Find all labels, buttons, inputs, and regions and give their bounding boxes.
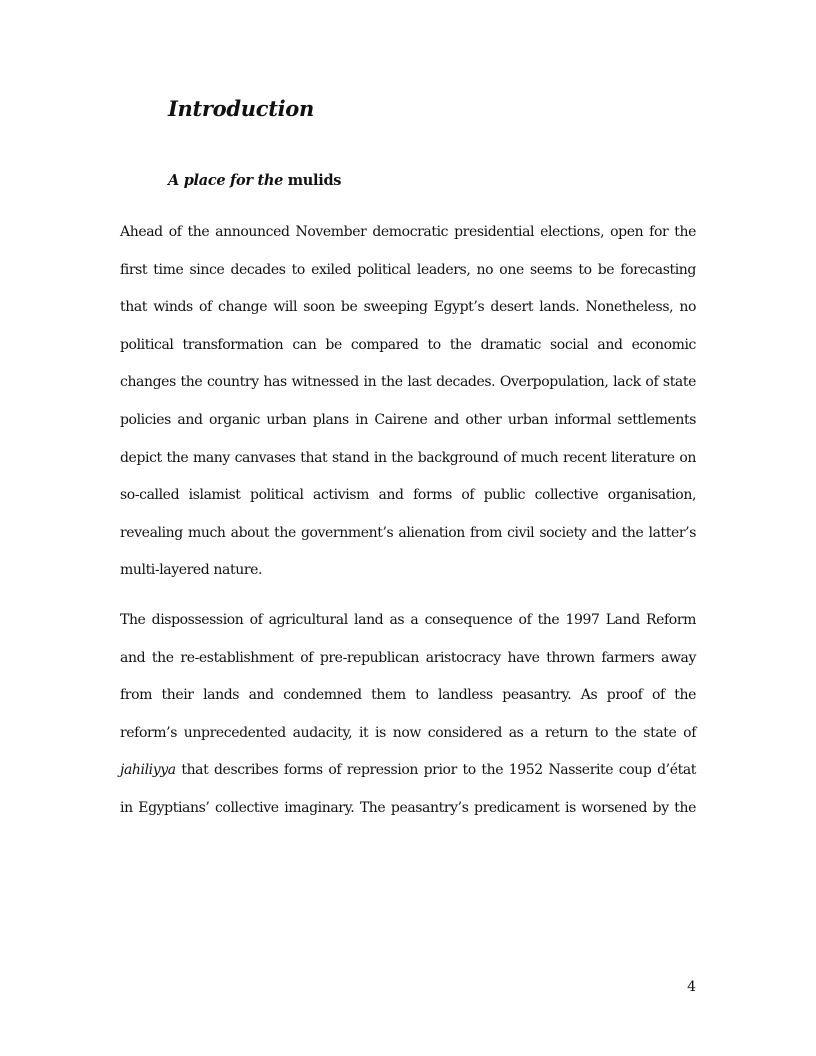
paragraph-line: Ahead of the announced November democratic presidential elections, open for the xyxy=(120,224,696,240)
paragraph-line: multi-layered nature. xyxy=(120,562,263,579)
subsection-heading xyxy=(168,170,341,192)
paragraph-line: changes the country has witnessed in the last decades. Overpopulation, lack of state xyxy=(120,374,696,391)
paragraph-line-mixed xyxy=(120,752,696,790)
paragraph-line: reform’s unprecedented audacity, it is now considered as a return to the state of xyxy=(120,724,696,741)
paragraph-2 xyxy=(120,602,696,828)
paragraph-line: and the re-establishment of pre-republican aristocracy have thrown farmers away xyxy=(120,649,696,666)
paragraph-1 xyxy=(120,214,696,590)
paragraph-line: political transformation can be compared to the dramatic social and economic xyxy=(120,336,696,353)
paragraph-line: so-called islamist political activism and forms of public collective organisation, xyxy=(120,487,696,504)
paragraph-line: revealing much about the government’s alienation from civil society and the latter’s xyxy=(120,524,696,541)
italic-term: jahiliyya xyxy=(120,762,176,779)
paragraph-line: in Egyptians’ collective imaginary. The peasantry’s predicament is worsened by the xyxy=(120,799,696,816)
paragraph-line: that winds of change will soon be sweeping Egypt’s desert lands. Nonetheless, no xyxy=(120,299,696,316)
subheading-bold-part: mulids xyxy=(287,172,342,189)
page-number: 4 xyxy=(687,979,696,995)
paragraph-line: depict the many canvases that stand in the background of much recent literature on xyxy=(120,449,696,466)
paragraph-line: from their lands and condemned them to landless peasantry. As proof of the xyxy=(120,687,696,704)
section-heading: Introduction xyxy=(168,96,314,121)
paragraph-line: policies and organic urban plans in Cairene and other urban informal settlements xyxy=(120,411,696,428)
line-text: that describes forms of repression prior to the 1952 Nasserite coup d’état xyxy=(175,762,696,779)
paragraph-line: first time since decades to exiled political leaders, no one seems to be forecasting xyxy=(120,261,696,278)
subheading-italic-part: A place for the xyxy=(168,172,284,189)
paragraph-line: The dispossession of agricultural land as a consequence of the 1997 Land Reform xyxy=(120,612,696,628)
